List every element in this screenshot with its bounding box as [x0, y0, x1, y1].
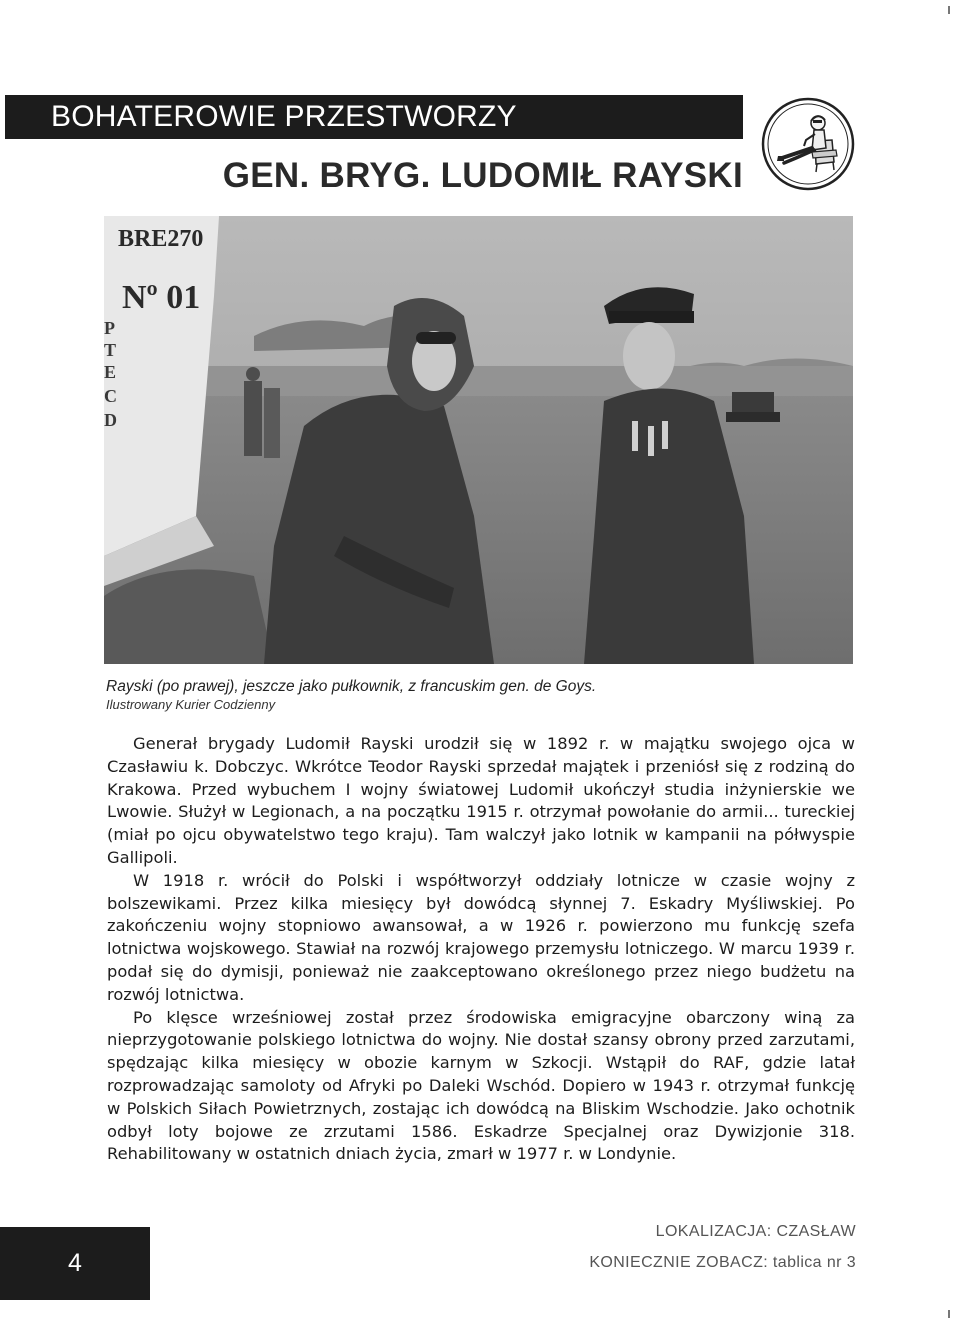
crop-mark — [948, 1310, 950, 1318]
article-title: GEN. BRYG. LUDOMIŁ RAYSKI — [222, 156, 743, 195]
svg-text:Nº 01: Nº 01 — [122, 279, 201, 316]
see-also-label: KONIECZNIE ZOBACZ: tablica nr 3 — [589, 1254, 856, 1271]
photo-caption — [106, 677, 846, 713]
svg-text:E: E — [104, 362, 117, 382]
page-number-box — [0, 1227, 150, 1300]
caption-source: Ilustrowany Kurier Codzienny — [106, 697, 276, 712]
crop-mark — [948, 6, 950, 14]
svg-text:T: T — [104, 340, 117, 360]
article-body — [107, 733, 855, 1166]
body-paragraph: Generał brygady Ludomił Rayski urodził się w 1892 r. w majątku swojego ojca w Czasławiu k. Dobczyc. Wkrótce Teodor Rayski sprzedał majątek i przeniósł się z rodziną do Krakowa. Przed wybuchem I wojny światowej Ludomił ukończył studia inżynierskie we Lwowie. Służył w Legionach, a na początku 1915 r. otrzymał powołanie do armii... tureckiej (miał po ojcu obywatelstwo tego kraju). Tam walczył jako lotnik w kampanii na półwyspie Gallipoli. — [107, 734, 855, 867]
caption-text: Rayski (po prawej), jeszcze jako pułkownik, z francuskim gen. de Goys. — [106, 678, 597, 695]
svg-text:C: C — [104, 386, 117, 406]
location-label: LOKALIZACJA: CZASŁAW — [655, 1223, 856, 1240]
svg-text:P: P — [104, 318, 115, 338]
series-title: BOHATEROWIE PRZESTWORZY — [51, 100, 517, 133]
historical-photo — [104, 216, 853, 664]
body-paragraph: Po klęsce wrześniowej został przez środowiska emigracyjne obarczony winą za nieprzygotowanie polskiego lotnictwa do wojny. Nie dostał szansy obrony przed zarzutami, spędzając kilka miesięcy w obozie karnym w Szkocji. Wstąpił do RAF, gdzie latał rozprowadzając samoloty od Afryki po Daleki Wschód. Dopiero w 1943 r. otrzymał funkcję w Polskich Siłach Powietrznych, zostając ich dowódcą na Bliskim Wschodzie. Jako ochotnik odbył loty bojowe ze zrzutami 1586. Eskadrze Specjalnej oraz Dywizjonie 318. Rehabilitowany w ostatnich dniach życia, zmarł w 1977 r. w Londynie. — [107, 1007, 855, 1164]
svg-text:BRE270: BRE270 — [118, 226, 204, 252]
page-number: 4 — [68, 1249, 82, 1277]
photo-illustration — [104, 216, 853, 664]
body-paragraph: W 1918 r. wrócił do Polski i współtworzył oddziały lotnicze w czasie wojny z bolszewikami. Przez kilka miesięcy był dowódcą słynnej 7. Eskadry Myśliwskiej. Po zakończeniu wojny stopniowo awansował, a w 1926 r. powierzono mu funkcję szefa lotnictwa wojskowego. Stawiał na rozwój krajowego przemysłu lotniczego. W marcu 1939 r. podał się do dymisji, ponieważ nie zaakceptowano określonego przez niego budżetu na rozwój lotnictwa. — [107, 870, 855, 1004]
svg-text:D: D — [104, 410, 117, 430]
series-header-bar — [5, 95, 743, 139]
seated-aviator-badge-icon — [760, 96, 856, 192]
